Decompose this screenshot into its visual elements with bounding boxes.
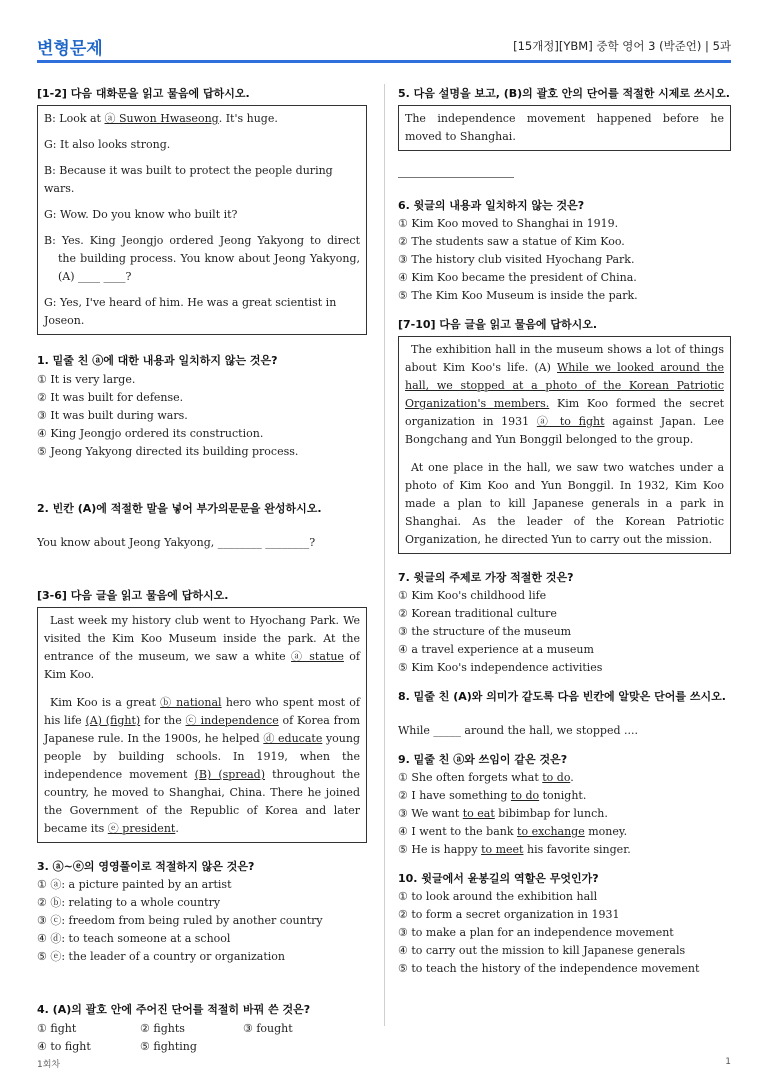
option[interactable]: ① Kim Koo moved to Shanghai in 1919. [398,217,619,230]
option[interactable]: ④ ⓓ: to teach someone at a school [37,932,231,945]
option[interactable]: ① to look around the exhibition hall [398,890,598,903]
option[interactable]: ③ to make a plan for an independence movement [398,926,674,939]
option[interactable]: ① fight [37,1022,77,1035]
option[interactable]: ⑤ He is happy to meet his favorite singer. [398,843,631,856]
question-1-options [37,371,367,461]
question-10-options [398,888,731,978]
option[interactable]: ③ We want to eat bibimbap for lunch. [398,807,608,820]
footer-session-label: 1회차 [37,1060,61,1070]
passage-paragraph: Kim Koo is a great ⓑ national hero who spent most of his life (A) (fight) for the ⓒ independence of Korea from Japanese rule. In the 1900s, he helped ⓓ educate young people by building schools. In 1919, when the independence movement (B) (spread) throughout the country, he moved to Shanghai, China. There he joined the Government of the Republic of Korea and later became its ⓔ president. [44,696,361,835]
right-column [398,86,731,978]
option[interactable]: ④ King Jeongjo ordered its construction. [37,427,264,440]
option[interactable]: ④ to fight [37,1040,91,1053]
passage-box [37,607,367,843]
dialogue-line: G: Wow. Do you know who built it? [44,208,238,221]
option[interactable]: ② Korean traditional culture [398,607,557,620]
passage-paragraph: At one place in the hall, we saw two watches under a photo of Kim Koo and Yun Bonggil. In 1932, Kim Koo made a plan to kill Japanese generals in a park in Shanghai. As the leader of the Korean Patriotic Organization, he directed Yun to carry out the mission. [405,461,724,546]
option[interactable]: ② to form a secret organization in 1931 [398,908,620,921]
option[interactable]: ⑤ fighting [140,1040,197,1053]
option[interactable]: ① She often forgets what to do. [398,771,574,784]
page-title: 변형문제 [37,39,103,59]
option[interactable]: ② I have something to do tonight. [398,789,587,802]
option[interactable]: ⑤ Kim Koo's independence activities [398,661,603,674]
page-number: 1 [725,1057,731,1067]
left-column [37,86,367,1056]
question-4-options-row [37,1020,367,1038]
option[interactable]: ② The students saw a statue of Kim Koo. [398,235,625,248]
option[interactable]: ② It was built for defense. [37,391,184,404]
question-2-title: 2. 빈칸 (A)에 적절한 말을 넣어 부가의문문을 완성하시오. [37,502,322,515]
dialogue-line: G: Yes, I've heard of him. He was a great scientist in Joseon. [44,296,337,327]
option[interactable]: ① ⓐ: a picture painted by an artist [37,878,232,891]
question-6-options [398,215,731,305]
question-7-options [398,587,731,677]
option[interactable]: ③ It was built during wars. [37,409,188,422]
option[interactable]: ③ The history club visited Hyochang Park. [398,253,635,266]
answer-blank-line [398,177,514,178]
question-5-title: 5. 다음 설명을 보고, (B)의 괄호 안의 단어를 적절한 시제로 쓰시오. [398,87,730,100]
question-4-title: 4. (A)의 괄호 안에 주어진 단어를 적절히 바꿔 쓴 것은? [37,1003,311,1016]
option[interactable]: ③ ⓒ: freedom from being ruled by another country [37,914,323,927]
option[interactable]: ② ⓑ: relating to a whole country [37,896,221,909]
option[interactable]: ⑤ to teach the history of the independence movement [398,962,700,975]
question-7-title: 7. 윗글의 주제로 가장 적절한 것은? [398,571,574,584]
question-9-options [398,769,731,859]
option[interactable]: ④ a travel experience at a museum [398,643,594,656]
question-1-title: 1. 밑줄 친 ⓐ에 대한 내용과 일치하지 않는 것은? [37,354,278,367]
textbook-info: [15개정][YBM] 중학 영어 3 (박준언) | 5과 [513,39,731,53]
option[interactable]: ③ the structure of the museum [398,625,572,638]
dialogue-line: G: It also looks strong. [44,138,171,151]
passage-7-10-instruction: [7-10] 다음 글을 읽고 물음에 답하시오. [398,318,598,331]
question-4-options-row [37,1038,367,1056]
dialogue-line: B: Yes. King Jeongjo ordered Jeong Yakyong to direct the building process. You know about Jeong Yakyong, (A) ____ ____? [44,234,360,283]
header-rule [37,60,731,63]
question-10-title: 10. 윗글에서 윤봉길의 역할은 무엇인가? [398,872,599,885]
passage-3-6-instruction: [3-6] 다음 글을 읽고 물음에 답하시오. [37,589,229,602]
passage-paragraph: The exhibition hall in the museum shows a lot of things about Kim Koo's life. (A) While we looked around the hall, we stopped at a photo of the Korean Patriotic Organization's members. Kim Koo formed the secret organization in 1931 ⓐ to fight against Japan. Lee Bongchang and Yun Bonggil belonged to the group. [405,343,724,446]
question-8-title: 8. 밑줄 친 (A)와 의미가 같도록 다음 빈칸에 알맞은 단어를 쓰시오. [398,690,726,703]
passage-box [398,336,731,554]
option[interactable]: ⑤ ⓔ: the leader of a country or organization [37,950,286,963]
option[interactable]: ⑤ Jeong Yakyong directed its building process. [37,445,299,458]
column-divider [384,84,385,1026]
option[interactable]: ① Kim Koo's childhood life [398,589,547,602]
option[interactable]: ⑤ The Kim Koo Museum is inside the park. [398,289,638,302]
option[interactable]: ② fights [140,1022,185,1035]
passage-paragraph: Last week my history club went to Hyochang Park. We visited the Kim Koo Museum inside the park. At the entrance of the museum, we saw a white ⓐ statue of Kim Koo. [44,614,360,681]
question-8-answer-line: While _____ around the hall, we stopped .... [398,724,638,737]
question-2-answer-line: You know about Jeong Yakyong, ________ ________? [37,536,316,549]
option[interactable]: ① It is very large. [37,373,136,386]
option[interactable]: ③ fought [243,1022,293,1035]
dialogue-line: B: Because it was built to protect the people during wars. [44,164,333,195]
passage-1-2-instruction: [1-2] 다음 대화문을 읽고 물음에 답하시오. [37,87,250,100]
question-9-title: 9. 밑줄 친 ⓐ와 쓰임이 같은 것은? [398,753,568,766]
question-5-explanation-box: The independence movement happened before he moved to Shanghai. [398,105,731,151]
page-header [37,30,731,62]
question-3-options [37,876,367,966]
question-3-title: 3. ⓐ~ⓔ의 영영풀이로 적절하지 않은 것은? [37,860,255,873]
option[interactable]: ④ I went to the bank to exchange money. [398,825,628,838]
dialogue-box [37,105,367,335]
dialogue-line: B: Look at ⓐ Suwon Hwaseong. It's huge. [44,112,278,125]
option[interactable]: ④ Kim Koo became the president of China. [398,271,637,284]
option[interactable]: ④ to carry out the mission to kill Japanese generals [398,944,686,957]
question-6-title: 6. 윗글의 내용과 일치하지 않는 것은? [398,199,585,212]
